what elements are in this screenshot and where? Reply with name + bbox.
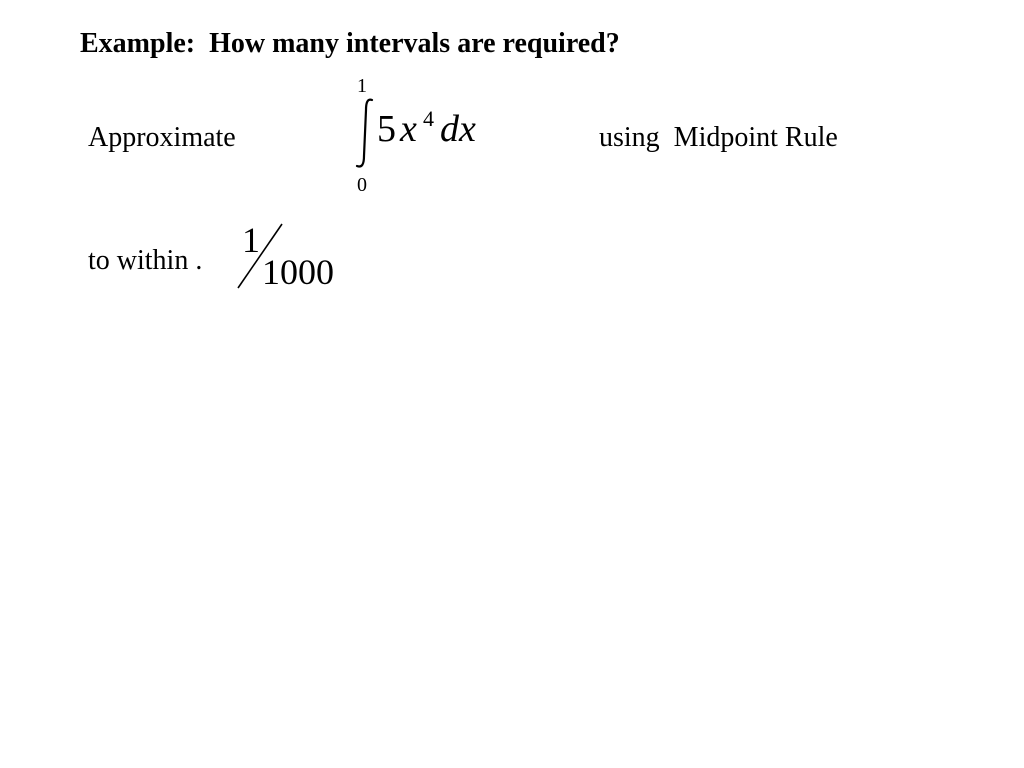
integrand-exponent: 4 (423, 106, 434, 131)
integrand-coefficient: 5 (377, 108, 396, 150)
tolerance-label: to within . (88, 245, 203, 276)
fraction-denominator: 1000 (262, 252, 334, 292)
integral-lower-limit: 0 (357, 174, 367, 196)
approximate-label: Approximate (88, 122, 236, 153)
integral-sign-icon (352, 96, 378, 170)
fraction-numerator: 1 (242, 220, 260, 260)
definite-integral (340, 74, 500, 198)
integral-upper-limit: 1 (357, 75, 367, 97)
integral-differential: dx (440, 108, 476, 150)
tolerance-fraction (234, 218, 354, 294)
method-label: using Midpoint Rule (599, 122, 838, 153)
integrand-variable: x (400, 108, 417, 150)
slide-title: Example: How many intervals are required? (80, 28, 620, 59)
